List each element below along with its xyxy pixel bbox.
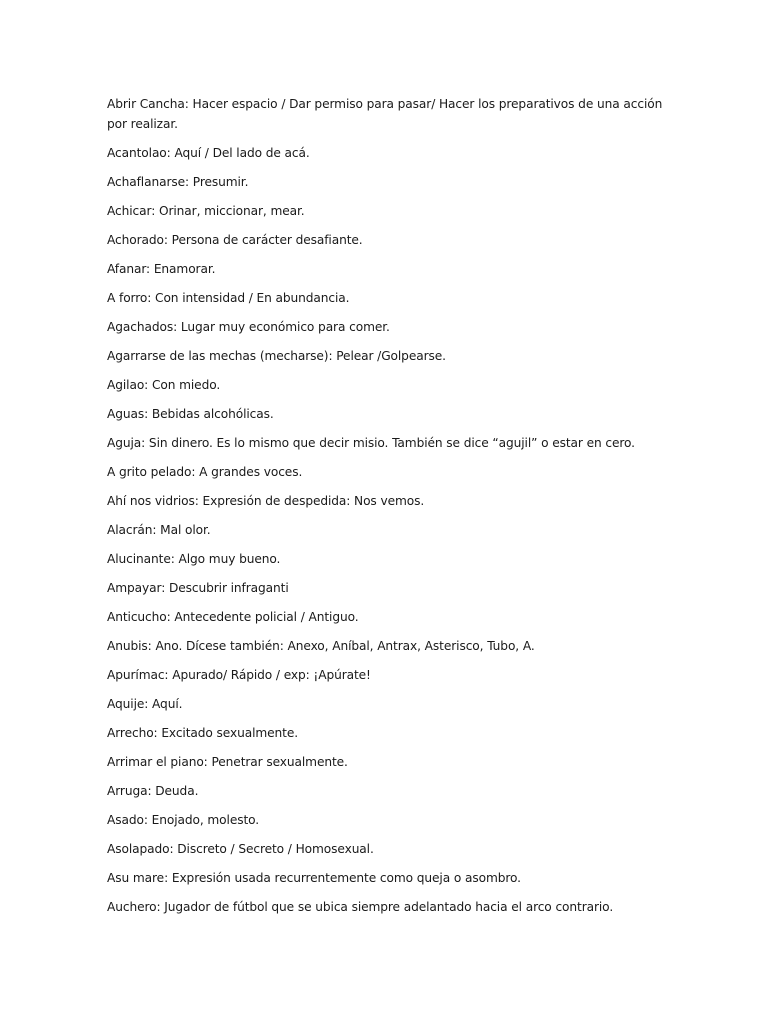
glossary-entry: Anubis: Ano. Dícese también: Anexo, Aníbal, Antrax, Asterisco, Tubo, A. [107, 639, 535, 653]
glossary-entry: Auchero: Jugador de fútbol que se ubica siempre adelantado hacia el arco contrario. [107, 900, 614, 914]
glossary-entry: Alucinante: Algo muy bueno. [107, 552, 281, 566]
glossary-entry: Aguja: Sin dinero. Es lo mismo que decir misio. También se dice “agujil” o estar en cero. [107, 436, 635, 450]
glossary-entry: Asado: Enojado, molesto. [107, 813, 260, 827]
glossary-entry: Aguas: Bebidas alcohólicas. [107, 407, 274, 421]
glossary-entry: Arrimar el piano: Penetrar sexualmente. [107, 755, 348, 769]
glossary-entry: Achaflanarse: Presumir. [107, 175, 249, 189]
glossary-entry: Acantolao: Aquí / Del lado de acá. [107, 146, 310, 160]
glossary-entry: Afanar: Enamorar. [107, 262, 216, 276]
glossary-entry: Ahí nos vidrios: Expresión de despedida: Nos vemos. [107, 494, 425, 508]
glossary-entry: Aquije: Aquí. [107, 697, 183, 711]
glossary-entry: Achorado: Persona de carácter desafiante. [107, 233, 363, 247]
glossary-entry: Agarrarse de las mechas (mecharse): Pelear /Golpearse. [107, 349, 446, 363]
glossary-entry: Arrecho: Excitado sexualmente. [107, 726, 299, 740]
glossary-entry: Apurímac: Apurado/ Rápido / exp: ¡Apúrate! [107, 668, 371, 682]
glossary-entry: Agilao: Con miedo. [107, 378, 221, 392]
glossary-entry: Abrir Cancha: Hacer espacio / Dar permiso para pasar/ Hacer los preparativos de una acción por realizar. [107, 97, 663, 131]
glossary-list [107, 94, 667, 926]
glossary-entry: Alacrán: Mal olor. [107, 523, 211, 537]
glossary-entry: Asolapado: Discreto / Secreto / Homosexual. [107, 842, 374, 856]
glossary-entry: A grito pelado: A grandes voces. [107, 465, 303, 479]
glossary-entry: Agachados: Lugar muy económico para comer. [107, 320, 390, 334]
glossary-entry: Anticucho: Antecedente policial / Antiguo. [107, 610, 359, 624]
glossary-entry: A forro: Con intensidad / En abundancia. [107, 291, 350, 305]
glossary-entry: Arruga: Deuda. [107, 784, 199, 798]
glossary-entry: Achicar: Orinar, miccionar, mear. [107, 204, 305, 218]
glossary-entry: Ampayar: Descubrir infraganti [107, 581, 289, 595]
glossary-entry: Asu mare: Expresión usada recurrentemente como queja o asombro. [107, 871, 521, 885]
